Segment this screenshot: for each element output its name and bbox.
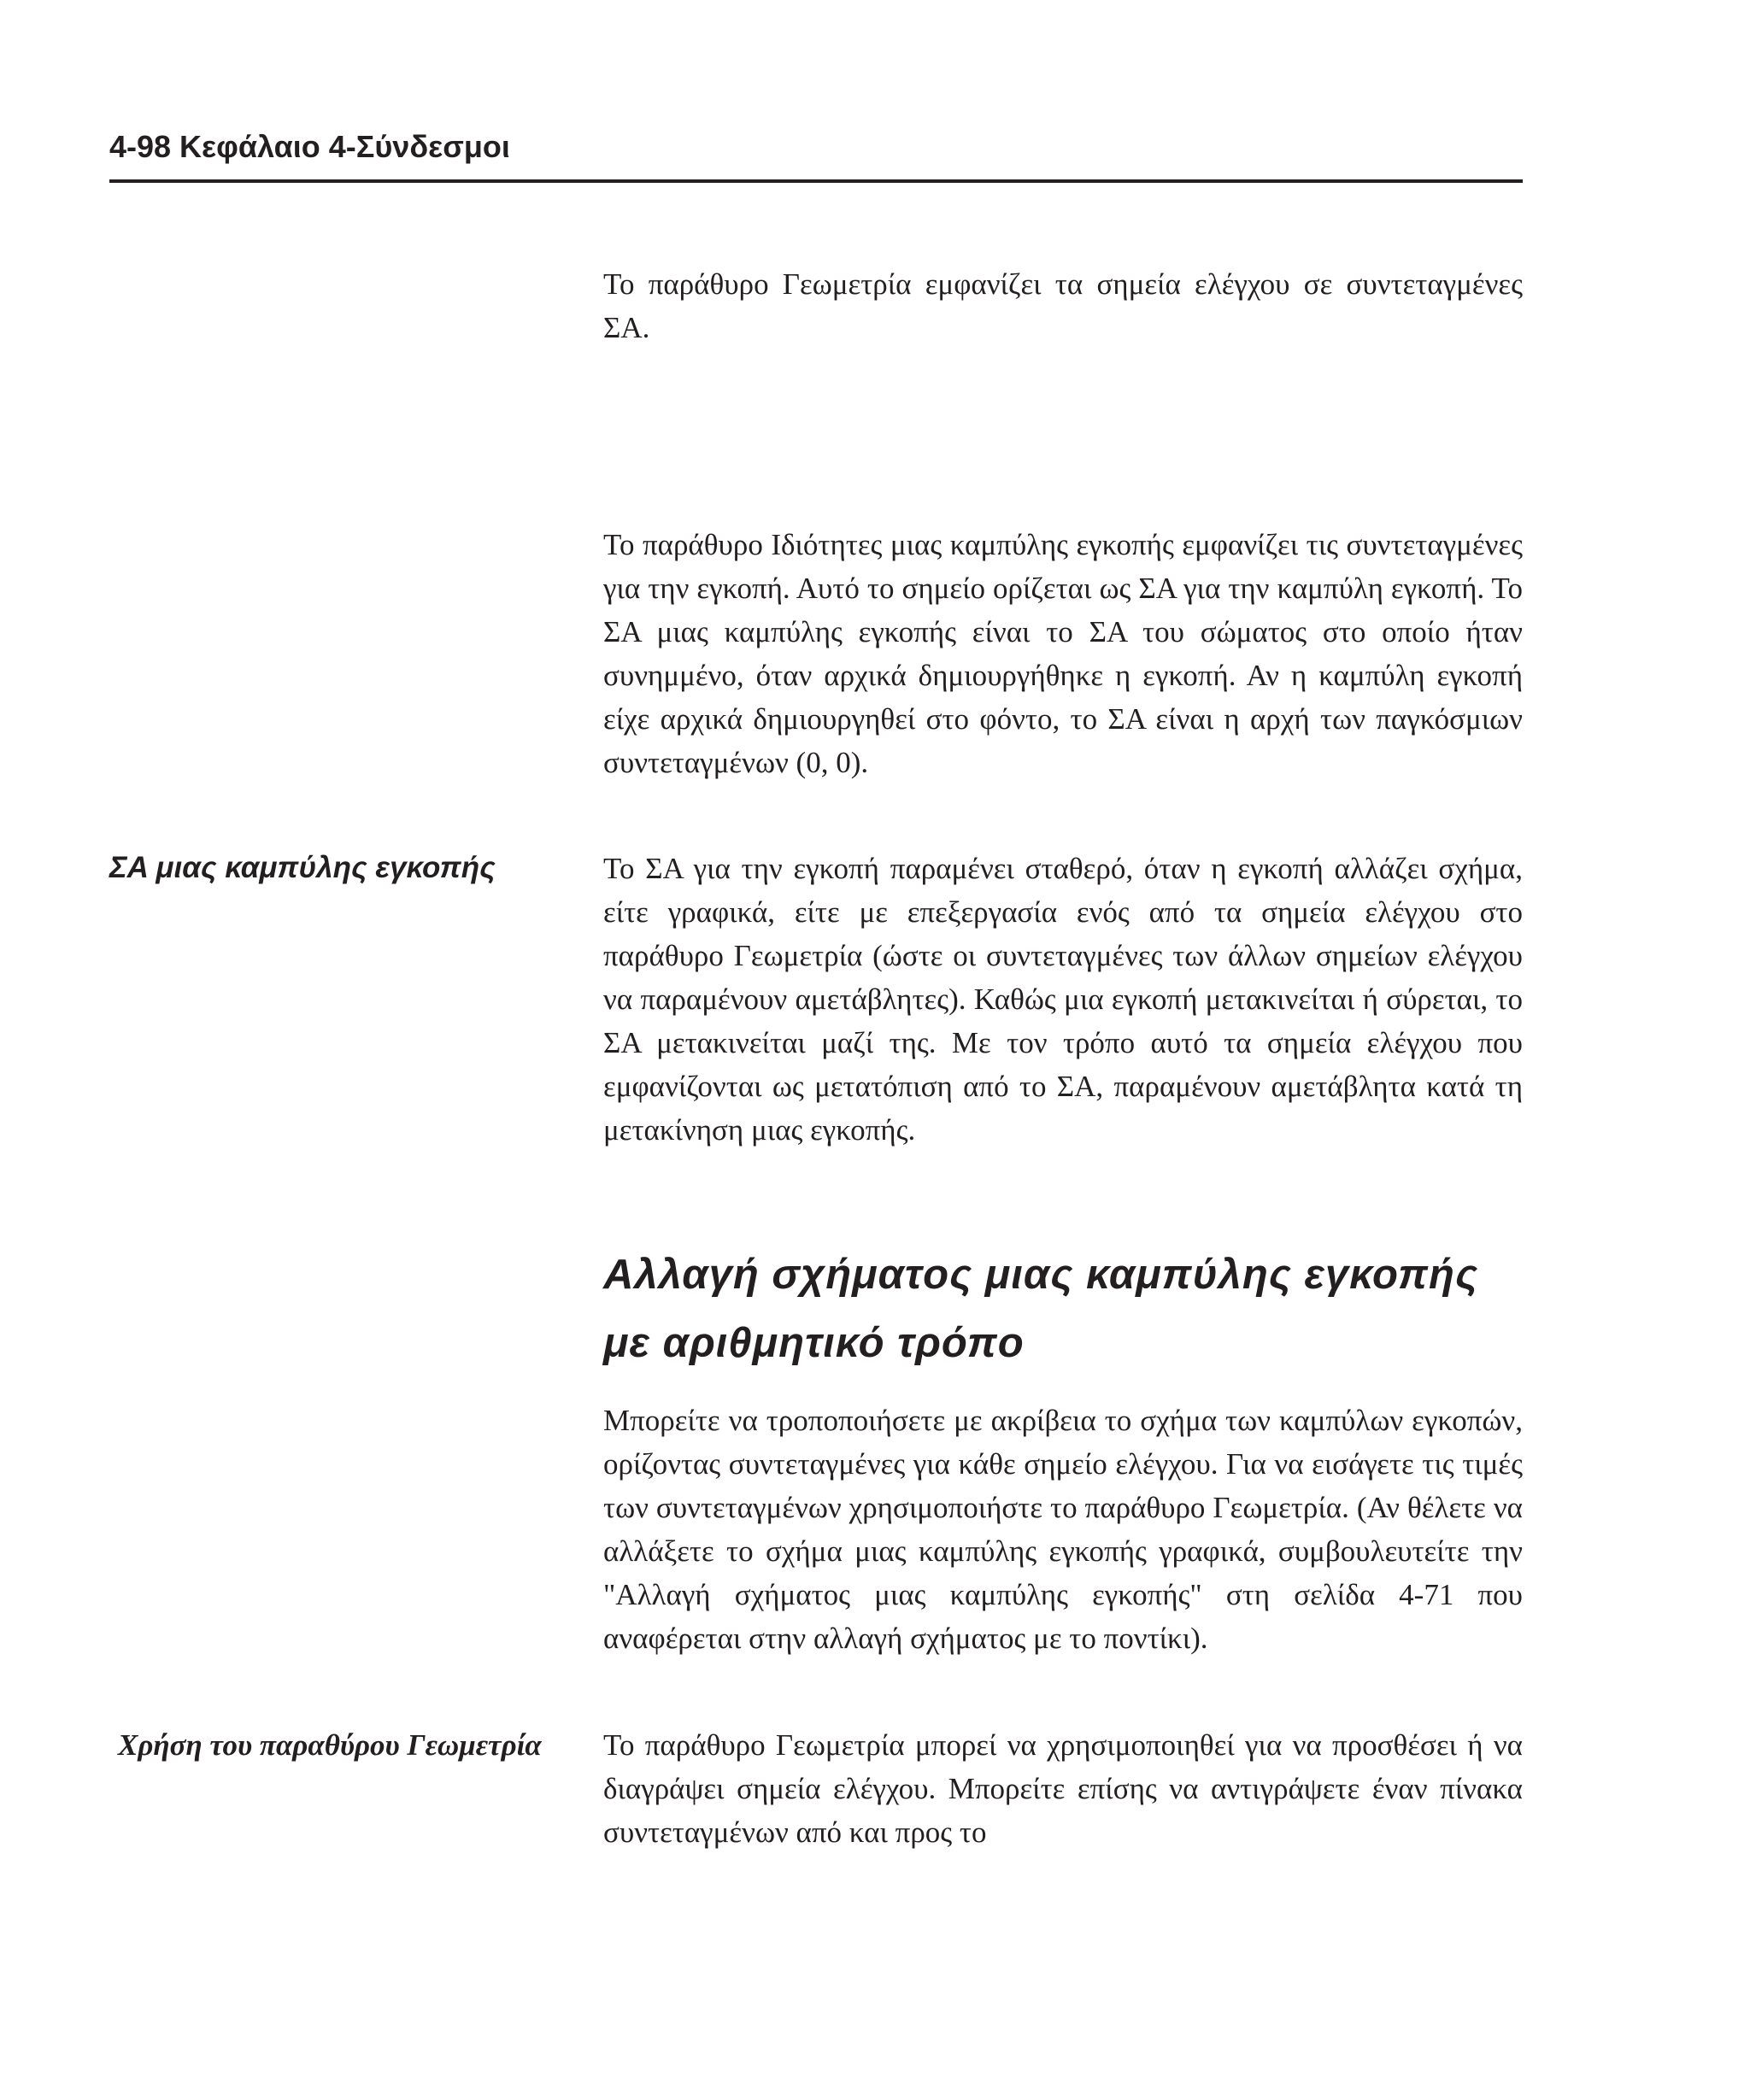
paragraph-geometry-window-use: Το παράθυρο Γεωμετρία μπορεί να χρησιμοποιηθεί για να προσθέσει ή να διαγράψει σημεία ελέγχου. Μπορείτε επίσης να αντιγράψετε έναν πίνακα συντεταγμένων από και προς το: [603, 1728, 1523, 1849]
paragraph-geometry-window-intro: Το παράθυρο Γεωμετρία εμφανίζει τα σημεία ελέγχου σε συντεταγμένες ΣΑ.: [603, 267, 1523, 344]
section-heading-numeric-reshape: Αλλαγή σχήματος μιας καμπύλης εγκοπής με αριθμητικό τρόπο: [603, 1252, 1479, 1366]
side-heading-geometry-window-use: Χρήση του παραθύρου Γεωμετρία: [118, 1728, 542, 1762]
side-heading-notch-origin: ΣΑ μιας καμπύλης εγκοπής: [109, 851, 496, 884]
paragraph-origin-fixed: Το ΣΑ για την εγκοπή παραμένει σταθερό, όταν η εγκοπή αλλάζει σχήμα, είτε γραφικά, είτε με επεξεργασία ενός από τα σημεία ελέγχου στο παράθυρο Γεωμετρία (ώστε οι συντεταγμένες των άλλων σημείων ελέγχου να παραμένουν αμετάβλητες). Καθώς μια εγκοπή μετακινείται ή σύρεται, το ΣΑ μετακινείται μαζί της. Με τον τρόπο αυτό τα σημεία ελέγχου που εμφανίζονται ως μετατόπιση από το ΣΑ, παραμένουν αμετάβλητα κατά τη μετακίνηση μιας εγκοπής.: [603, 852, 1523, 1147]
running-header: 4-98 Κεφάλαιο 4-Σύνδεσμοι: [109, 129, 510, 164]
header-rule: [109, 179, 1523, 183]
paragraph-numeric-reshape: Μπορείτε να τροποποιήσετε με ακρίβεια το σχήμα των καμπύλων εγκοπών, ορίζοντας συντεταγμένες για κάθε σημείο ελέγχου. Για να εισάγετε τις τιμές των συντεταγμένων χρησιμοποιήστε το παράθυρο Γεωμετρία. (Αν θέλετε να αλλάξετε το σχήμα μιας καμπύλης εγκοπής γραφικά, συμβουλευτείτε την "Αλλαγή σχήματος μιας καμπύλης εγκοπής" στη σελίδα 4-71 που αναφέρεται στην αλλαγή σχήματος με το ποντίκι).: [603, 1404, 1523, 1655]
paragraph-properties-window: Το παράθυρο Ιδιότητες μιας καμπύλης εγκοπής εμφανίζει τις συντεταγμένες για την εγκοπή. Αυτό το σημείο ορίζεται ως ΣΑ για την καμπύλη εγκοπή. Το ΣΑ μιας καμπύλης εγκοπής είναι το ΣΑ του σώματος στο οποίο ήταν συνημμένο, όταν αρχικά δημιουργήθηκε η εγκοπή. Αν η καμπύλη εγκοπή είχε αρχικά δημιουργηθεί στο φόντο, το ΣΑ είναι η αρχή των παγκόσμιων συντεταγμένων (0, 0).: [603, 528, 1523, 779]
